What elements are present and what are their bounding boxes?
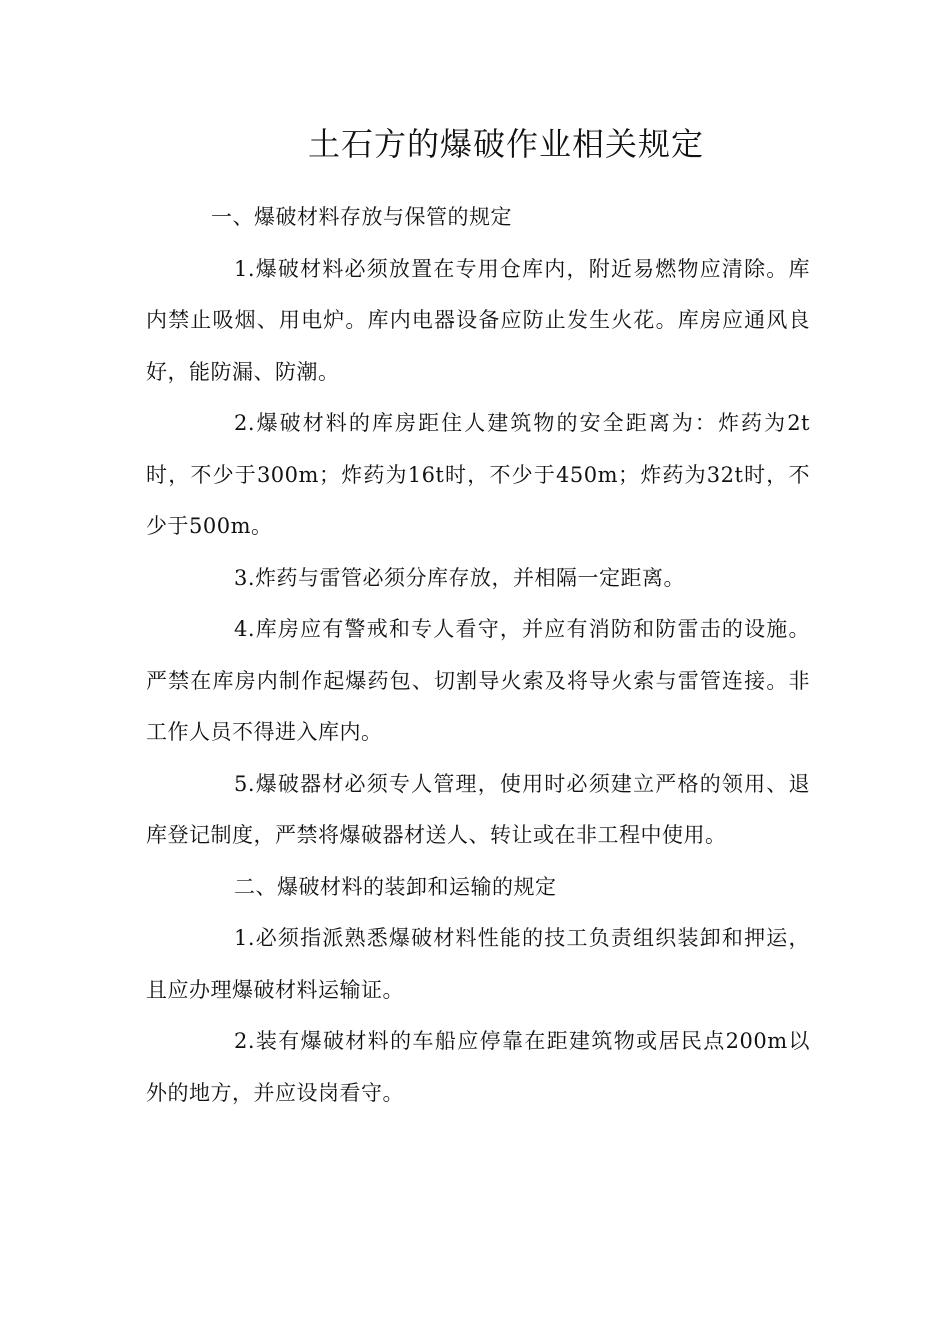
section2-item-2: 2.装有爆破材料的车船应停靠在距建筑物或居民点200m以外的地方，并应设岗看守。 bbox=[146, 1029, 810, 1105]
section1-item-2: 2.爆破材料的库房距住人建筑物的安全距离为：炸药为2t时，不少于300m；炸药为16t时，不少于450m；炸药为32t时，不少于500m。 bbox=[146, 411, 810, 538]
section1-item-3: 3.炸药与雷管必须分库存放，并相隔一定距离。 bbox=[234, 565, 686, 590]
document-body bbox=[146, 192, 810, 1119]
section2-item-1: 1.必须指派熟悉爆破材料性能的技工负责组织装卸和押运，且应办理爆破材料运输证。 bbox=[146, 926, 810, 1002]
section1-item-1: 1.爆破材料必须放置在专用仓库内，附近易燃物应清除。库内禁止吸烟、用电炉。库内电器设备应防止发生火花。库房应通风良好，能防漏、防潮。 bbox=[146, 256, 810, 384]
document-title: 土石方的爆破作业相关规定 bbox=[307, 125, 704, 163]
section-heading-2: 二、爆破材料的装卸和运输的规定 bbox=[234, 874, 557, 899]
section-heading-1: 一、爆破材料存放与保管的规定 bbox=[211, 205, 512, 229]
section1-item-4: 4.库房应有警戒和专人看守，并应有消防和防雷击的设施。严禁在库房内制作起爆药包、切割导火索及将导火索与雷管连接。非工作人员不得进入库内。 bbox=[146, 617, 810, 744]
section1-item-5: 5.爆破器材必须专人管理，使用时必须建立严格的领用、退库登记制度，严禁将爆破器材送人、转让或在非工程中使用。 bbox=[146, 771, 810, 847]
